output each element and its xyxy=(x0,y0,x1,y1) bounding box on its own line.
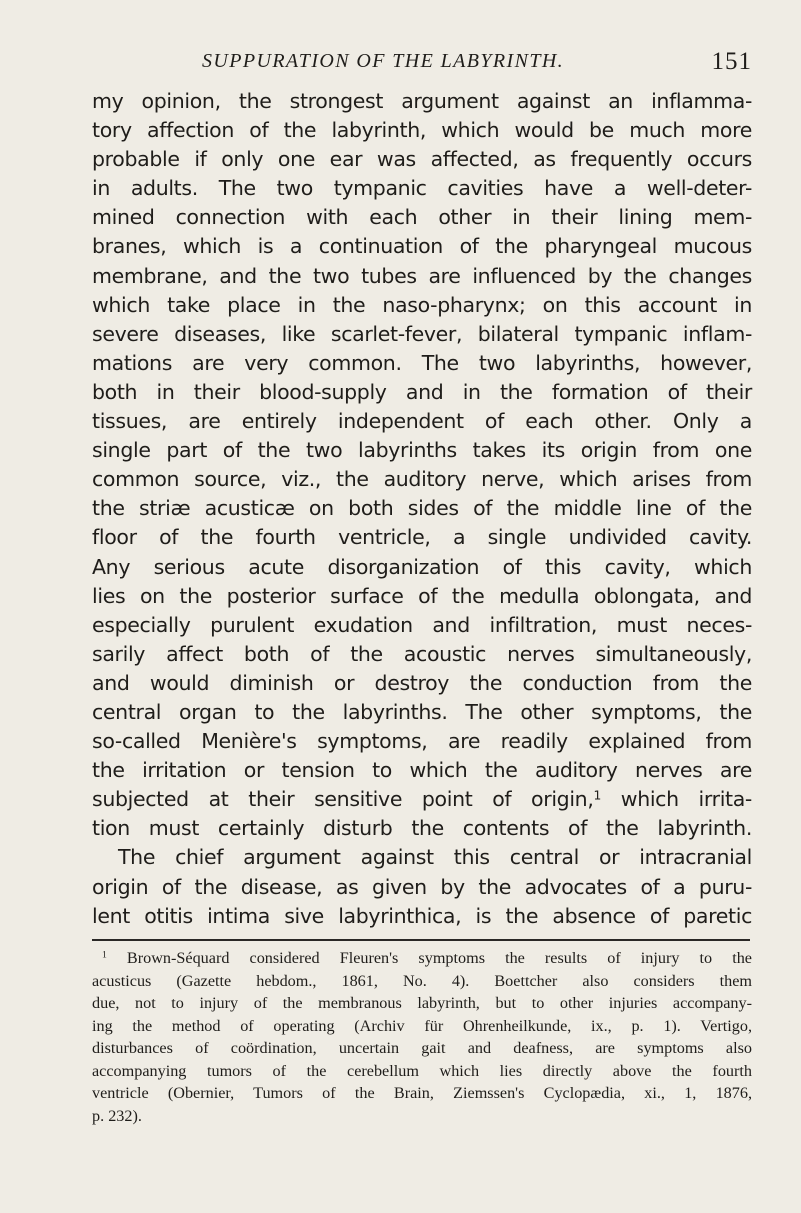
footnote-line: disturbances of coördination, uncertain gait and deafness, are symptoms also xyxy=(92,1039,752,1057)
body-line xyxy=(92,785,752,814)
footnote-line: accompanying tumors of the cerebellum which lies directly above the fourth xyxy=(92,1061,752,1080)
page-number: 151 xyxy=(711,48,752,75)
running-title: SUPPURATION OF THE LABYRINTH. xyxy=(202,50,565,72)
footnote-line: ing the method of operating (Archiv für Ohrenheilkunde, ix., p. 1). Vertigo, xyxy=(92,1016,752,1035)
body-line: which take place in the naso-pharynx; on this account in xyxy=(92,292,752,317)
body-line: severe diseases, like scarlet-fever, bilateral tympanic inflam- xyxy=(92,321,752,346)
body-line: single part of the two labyrinths takes its origin from one xyxy=(92,438,752,463)
footnote-line: ventricle (Obernier, Tumors of the Brain, Ziemssen's Cyclopædia, xi., 1, 1876, xyxy=(92,1084,752,1102)
body-line: the irritation or tension to which the auditory nerves are xyxy=(92,758,752,783)
body-line: common source, viz., the auditory nerve, which arises from xyxy=(92,467,752,492)
footnote-line: due, not to injury of the membranous labyrinth, but to other injuries accompany- xyxy=(92,994,752,1012)
body-line: mined connection with each other in their lining mem- xyxy=(92,205,752,230)
body-line: in adults. The two tympanic cavities have a well-deter- xyxy=(92,176,752,201)
body-line-tail: which irrita- xyxy=(600,787,752,812)
body-line: origin of the disease, as given by the advocates of a puru- xyxy=(92,874,752,899)
body-line: Any serious acute disorganization of this cavity, which xyxy=(92,554,752,579)
body-line: probable if only one ear was affected, as frequently occurs xyxy=(92,147,752,172)
body-line: my opinion, the strongest argument against an inflamma- xyxy=(92,89,752,113)
body-line: floor of the fourth ventricle, a single undivided cavity. xyxy=(92,525,752,550)
body-line: and would diminish or destroy the conduction from the xyxy=(92,670,752,695)
footnote-reference: 1 xyxy=(593,788,601,803)
body-line: membrane, and the two tubes are influenced by the changes xyxy=(92,263,752,288)
footnote-line: acusticus (Gazette hebdom., 1861, No. 4). Boettcher also considers them xyxy=(92,971,752,990)
paragraph-start-line: The chief argument against this central or intracranial xyxy=(118,845,752,870)
body-line: the striæ acusticæ on both sides of the middle line of the xyxy=(92,496,752,521)
body-line: lent otitis intima sive labyrinthica, is the absence of paretic xyxy=(92,903,752,928)
body-line: especially purulent exudation and infiltration, must neces- xyxy=(92,612,752,637)
footnote-divider xyxy=(92,939,750,941)
footnote-line xyxy=(92,947,752,970)
footnote-marker: 1 xyxy=(102,949,107,961)
body-line: tory affection of the labyrinth, which would be much more xyxy=(92,118,752,143)
body-line: mations are very common. The two labyrinths, however, xyxy=(92,350,752,375)
body-line: sarily affect both of the acoustic nerves simultaneously, xyxy=(92,641,752,666)
body-line: branes, which is a continuation of the pharyngeal mucous xyxy=(92,234,752,259)
body-line: central organ to the labyrinths. The other symptoms, the xyxy=(92,699,752,724)
body-line: tion must certainly disturb the contents of the labyrinth. xyxy=(92,816,752,841)
body-line-text: subjected at their sensitive point of origin, xyxy=(92,787,594,812)
body-line: lies on the posterior surface of the medulla oblongata, and xyxy=(92,583,752,608)
body-text xyxy=(92,87,752,931)
footnote-line-text: Brown-Séquard considered Fleuren's symptoms the results of injury to the xyxy=(106,949,752,967)
body-line: both in their blood-supply and in the formation of their xyxy=(92,379,752,404)
footnote-line: p. 232). xyxy=(92,1106,142,1125)
body-line: so-called Menière's symptoms, are readily explained from xyxy=(92,729,752,754)
footnote xyxy=(92,947,752,1127)
body-line: tissues, are entirely independent of each other. Only a xyxy=(92,409,752,434)
running-head xyxy=(92,42,752,82)
